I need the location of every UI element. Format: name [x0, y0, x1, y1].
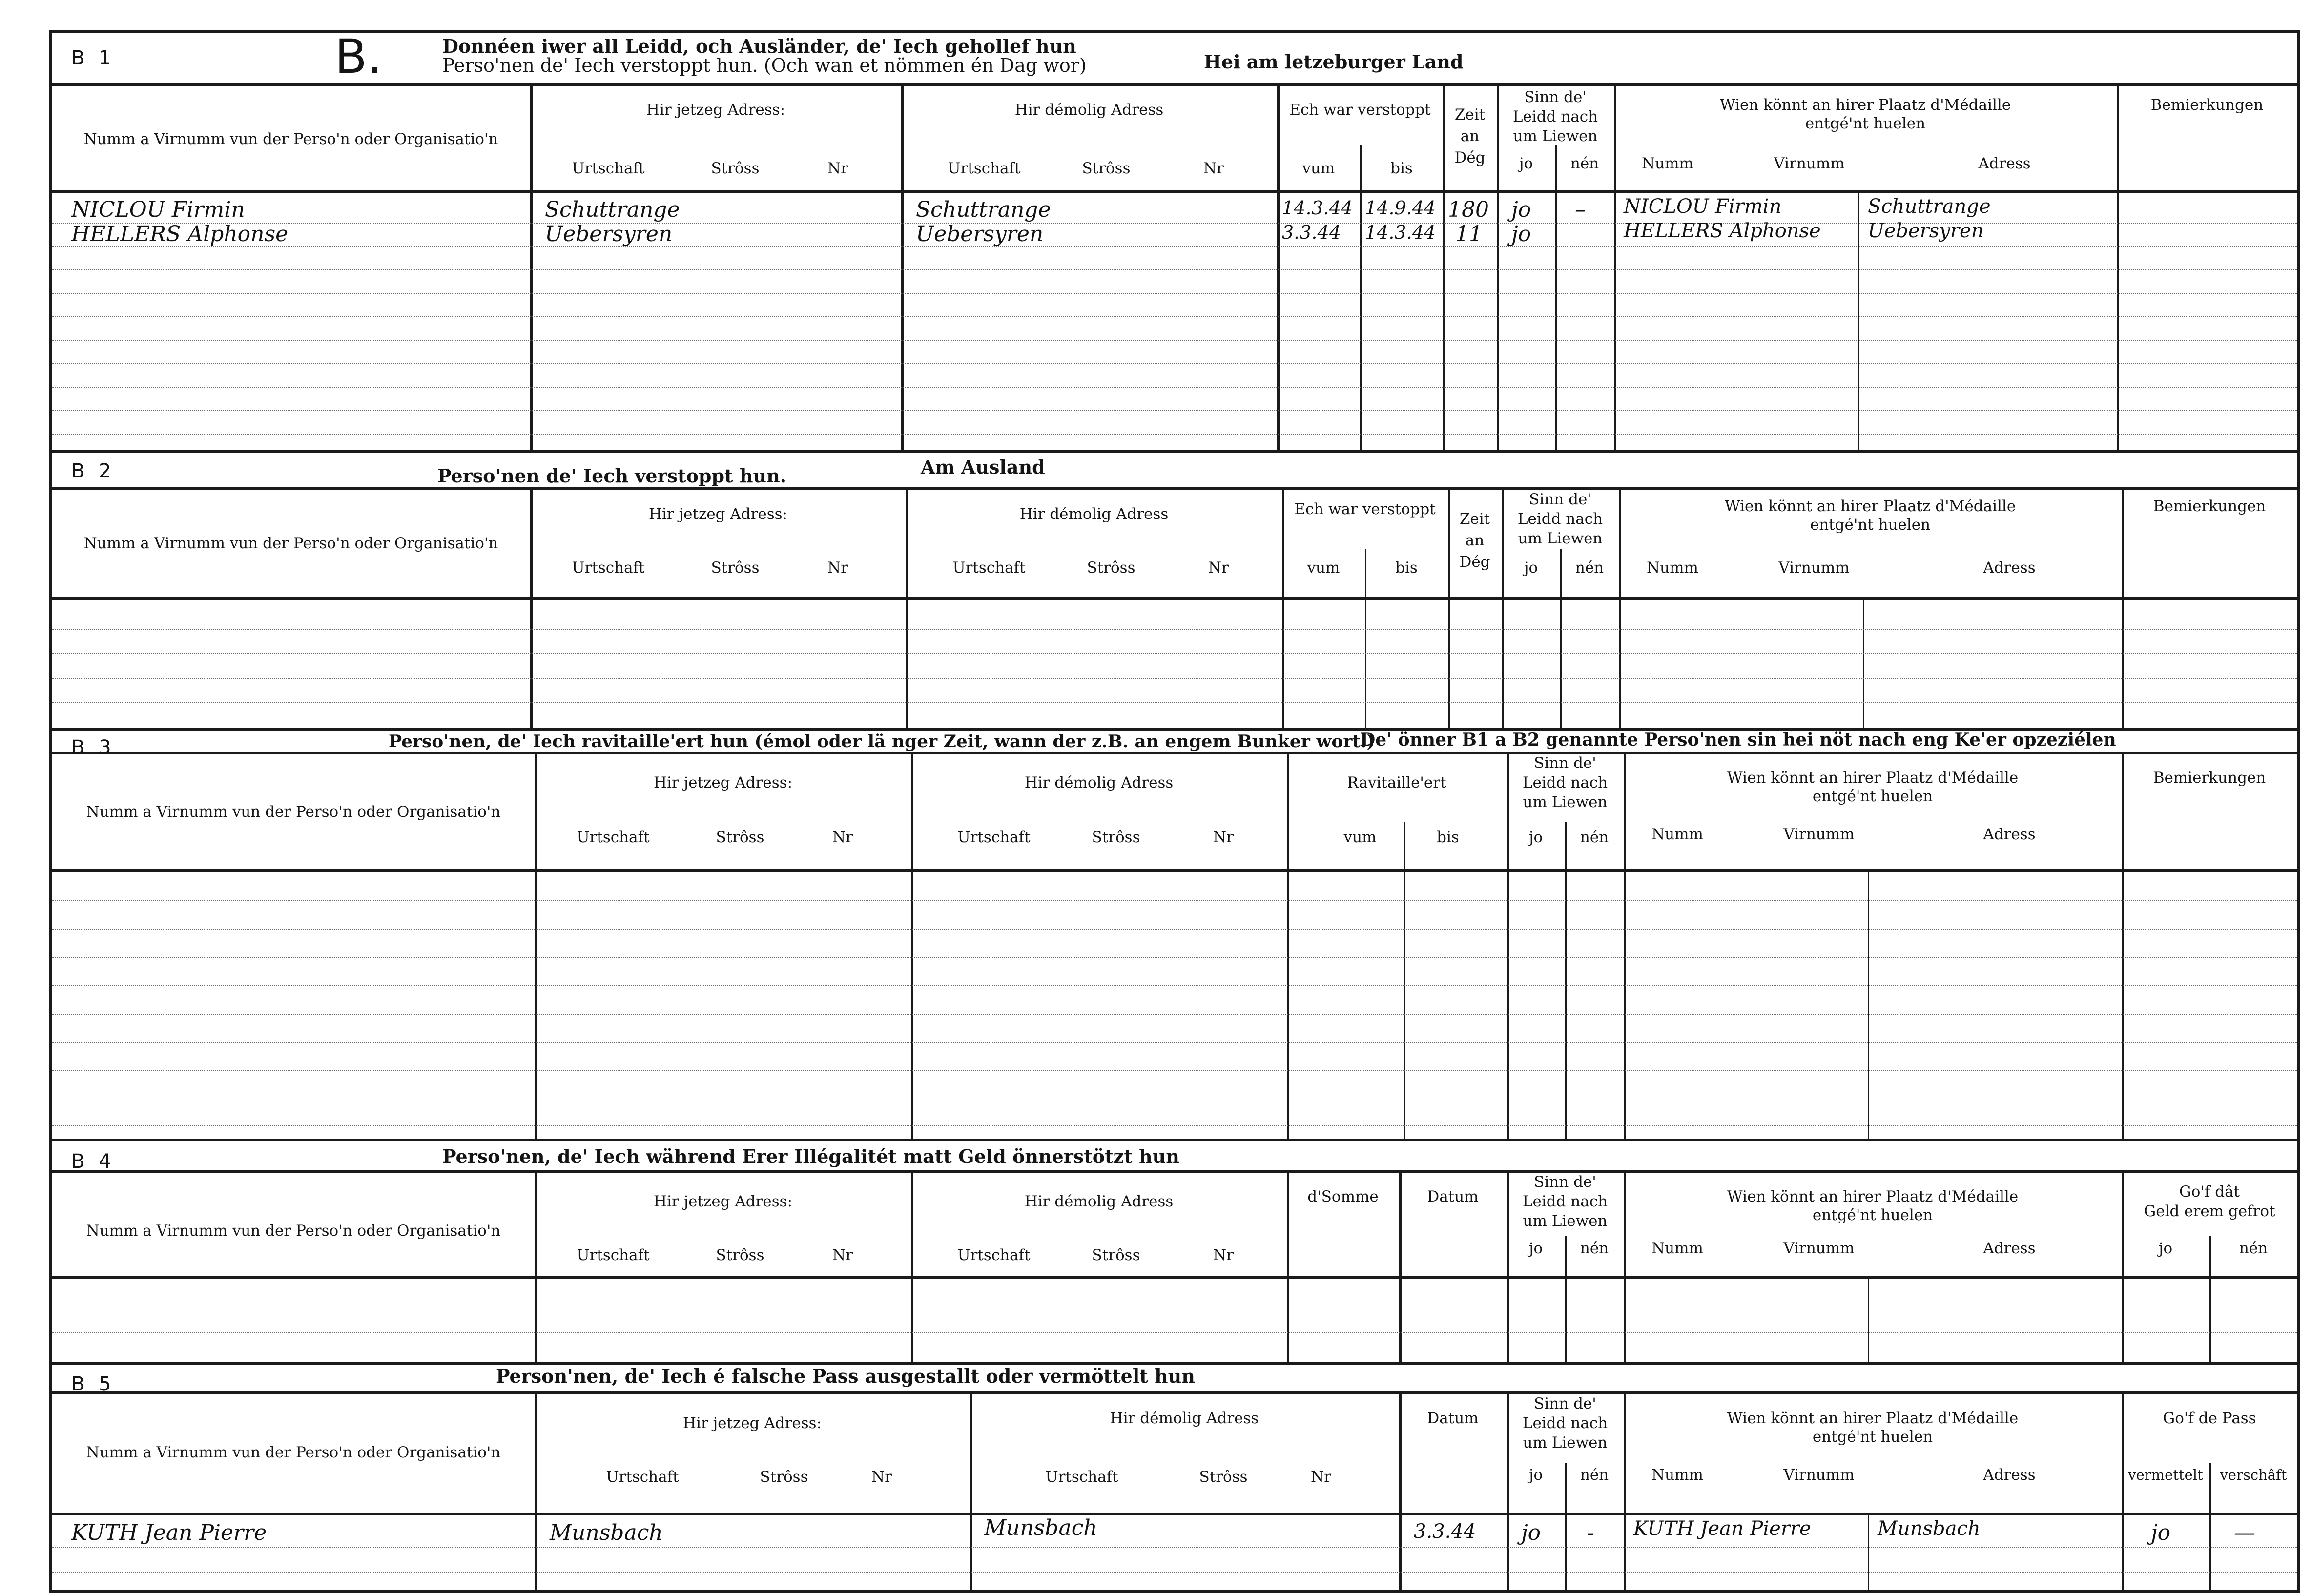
b1-entry-current-town: Schuttrange — [545, 197, 680, 222]
header-jo: jo — [1528, 1466, 1543, 1484]
b5-entry-name: KUTH Jean Pierre — [71, 1520, 267, 1545]
section-b1-header — [52, 86, 2297, 193]
header-former-address: Hir démolig Adress — [1014, 101, 1164, 119]
header-datum: Datum — [1427, 1409, 1479, 1427]
header-stross: Strôss — [1092, 1246, 1140, 1264]
header-danger-line3: um Liewen — [1518, 530, 1603, 547]
section-b3-title: Perso'nen, de' Iech ravitaille'ert hun (émol oder lä nger Zeit, wann der z.B. an engem Bunker wort.) — [389, 731, 1375, 752]
header-virnumm: Virnumm — [1774, 155, 1845, 172]
b5-entry-medal-address: Munsbach — [1878, 1517, 1981, 1540]
section-b4-label: B 4 — [71, 1150, 115, 1173]
header-stross: Strôss — [1082, 160, 1131, 177]
b1-entry-medal-address: Uebersyren — [1868, 220, 1984, 242]
header-remarks: Bemierkungen — [2150, 96, 2264, 114]
header-nr: Nr — [871, 1468, 892, 1486]
header-zeit: Zeit — [1459, 510, 1490, 528]
b1-entry-jo: jo — [1511, 222, 1531, 247]
b1-entry-bis: 14.3.44 — [1365, 222, 1436, 243]
header-urtschaft: Urtschaft — [572, 160, 645, 177]
header-danger-line3: um Liewen — [1523, 793, 1608, 811]
header-verschaft: verschâft — [2220, 1467, 2287, 1483]
header-an: an — [1460, 127, 1480, 145]
header-name: Numm a Virnumm vun der Perso'n oder Organisatio'n — [83, 130, 498, 148]
header-name: Numm a Virnumm vun der Perso'n oder Organisatio'n — [86, 1222, 501, 1240]
header-numm: Numm — [1642, 155, 1693, 172]
header-nen: nén — [2239, 1240, 2268, 1257]
header-remarks: Bemierkungen — [2153, 769, 2266, 787]
header-medal-line2: entgé'nt huelen — [1812, 1206, 1933, 1224]
section-b3-titlebar — [52, 729, 2297, 759]
header-nr: Nr — [1213, 829, 1234, 846]
section-b3-label: B 3 — [71, 736, 115, 759]
header-numm: Numm — [1651, 1240, 1703, 1257]
header-an: an — [1465, 532, 1485, 549]
header-urtschaft: Urtschaft — [957, 1246, 1031, 1264]
section-b1-title-line2: Perso'nen de' Iech verstoppt hun. (Och wan et nömmen én Dag wor) — [442, 55, 1087, 76]
header-nr: Nr — [827, 559, 848, 577]
header-somme: d'Somme — [1307, 1188, 1379, 1205]
header-urtschaft: Urtschaft — [957, 829, 1031, 846]
section-b5-title: Person'nen, de' Iech é falsche Pass ausgestallt oder vermöttelt hun — [496, 1365, 1195, 1387]
header-danger-line2: Leidd nach — [1522, 1414, 1608, 1432]
b1-entry-name: HELLERS Alphonse — [71, 222, 289, 247]
header-name: Numm a Virnumm vun der Perso'n oder Organisatio'n — [86, 803, 501, 821]
header-nr: Nr — [827, 160, 848, 177]
section-b1-title-right: Hei am letzeburger Land — [1204, 51, 1464, 73]
header-former-address: Hir démolig Adress — [1024, 1193, 1174, 1210]
section-b2-header — [52, 490, 2297, 600]
header-medal-line1: Wien könnt an hirer Plaatz d'Médaille — [1719, 96, 2011, 114]
header-adress: Adress — [1983, 826, 2036, 843]
section-b3-header — [52, 754, 2297, 872]
header-jo: jo — [1519, 155, 1533, 172]
header-hidden: Ech war verstoppt — [1294, 500, 1436, 518]
b1-entry-former-town: Uebersyren — [916, 222, 1044, 247]
b1-entry-bis: 14.9.44 — [1365, 197, 1436, 219]
header-current-address: Hir jetzeg Adress: — [648, 505, 788, 523]
header-nr: Nr — [1213, 1246, 1234, 1264]
header-bis: bis — [1437, 829, 1459, 846]
header-name: Numm a Virnumm vun der Perso'n oder Organisatio'n — [86, 1444, 501, 1461]
section-b4-titlebar — [52, 1141, 2297, 1173]
section-b1-titlebar — [52, 29, 2297, 86]
b5-entry-vermettelt: jo — [2151, 1520, 2171, 1545]
b1-entry-days: 11 — [1455, 222, 1483, 247]
header-nr: Nr — [832, 829, 853, 846]
section-b1-label: B 1 — [71, 47, 115, 69]
header-stross: Strôss — [716, 1246, 764, 1264]
header-stross: Strôss — [711, 160, 760, 177]
header-urtschaft: Urtschaft — [606, 1468, 679, 1486]
header-nr: Nr — [1203, 160, 1224, 177]
header-numm: Numm — [1651, 826, 1703, 843]
header-jo: jo — [1528, 829, 1543, 846]
section-b4-rows — [52, 1279, 2297, 1362]
header-danger-line3: um Liewen — [1513, 127, 1598, 145]
header-medal-line1: Wien könnt an hirer Plaatz d'Médaille — [1724, 497, 2016, 515]
b5-entry-current-town: Munsbach — [550, 1520, 663, 1545]
header-datum: Datum — [1427, 1188, 1479, 1205]
section-letter: B. — [335, 29, 382, 84]
header-former-address: Hir démolig Adress — [1019, 505, 1169, 523]
header-current-address: Hir jetzeg Adress: — [646, 101, 785, 119]
header-stross: Strôss — [716, 829, 764, 846]
header-jo: jo — [1528, 1240, 1543, 1257]
section-b5-titlebar — [52, 1365, 2297, 1394]
b1-entry-days: 180 — [1448, 197, 1489, 222]
header-former-address: Hir démolig Adress — [1024, 774, 1174, 791]
header-jo: jo — [1524, 559, 1538, 577]
header-virnumm: Virnumm — [1783, 826, 1855, 843]
section-b5-header — [52, 1394, 2297, 1515]
header-pass: Go'f de Pass — [2163, 1409, 2256, 1427]
resistance-form — [49, 30, 2300, 1593]
header-danger-line3: um Liewen — [1523, 1212, 1608, 1230]
section-b1-rows — [52, 193, 2297, 450]
header-current-address: Hir jetzeg Adress: — [653, 774, 793, 791]
section-b3-rows — [52, 872, 2297, 1139]
header-nen: nén — [1575, 559, 1604, 577]
header-numm: Numm — [1647, 559, 1698, 577]
header-urtschaft: Urtschaft — [1045, 1468, 1118, 1486]
header-bis: bis — [1390, 160, 1413, 177]
b1-entry-vum: 3.3.44 — [1282, 222, 1341, 243]
header-danger-line2: Leidd nach — [1512, 108, 1598, 125]
b1-entry-current-town: Uebersyren — [545, 222, 673, 247]
header-virnumm: Virnumm — [1783, 1240, 1855, 1257]
header-urtschaft: Urtschaft — [948, 160, 1021, 177]
b1-entry-medal-address: Schuttrange — [1868, 195, 1991, 218]
header-name: Numm a Virnumm vun der Perso'n oder Organisatio'n — [83, 535, 498, 552]
header-ravitailleert: Ravitaille'ert — [1347, 774, 1446, 791]
header-urtschaft: Urtschaft — [952, 559, 1026, 577]
header-stross: Strôss — [711, 559, 760, 577]
section-b5-label: B 5 — [71, 1373, 115, 1395]
b1-entry-name: NICLOU Firmin — [71, 197, 245, 222]
header-danger-line1: Sinn de' — [1534, 1173, 1596, 1191]
header-adress: Adress — [1983, 559, 2036, 577]
section-b2-titlebar — [52, 453, 2297, 490]
section-b3-title-right: De' önner B1 a B2 genannte Perso'nen sin hei nöt nach eng Ke'er opzeziélen — [1360, 729, 2116, 750]
header-virnumm: Virnumm — [1778, 559, 1850, 577]
b1-entry-former-town: Schuttrange — [916, 197, 1051, 222]
header-adress: Adress — [1978, 155, 2031, 172]
header-stross: Strôss — [760, 1468, 808, 1486]
section-b1-title-line1: Donnéen iwer all Leidd, och Ausländer, de' Iech gehollef hun — [442, 35, 1076, 57]
header-remarks: Bemierkungen — [2153, 497, 2266, 515]
header-gift-line1: Go'f dât — [2179, 1183, 2240, 1201]
header-current-address: Hir jetzeg Adress: — [682, 1414, 822, 1432]
section-b4 — [52, 1139, 2297, 1362]
b1-entry-nen: – — [1575, 197, 1586, 222]
header-jo: jo — [2158, 1240, 2173, 1257]
header-stross: Strôss — [1087, 559, 1135, 577]
header-danger-line1: Sinn de' — [1534, 1395, 1596, 1412]
header-nen: nén — [1580, 829, 1609, 846]
section-b2-title-right: Am Ausland — [921, 456, 1045, 478]
section-b3 — [52, 728, 2297, 1139]
header-bis: bis — [1395, 559, 1418, 577]
section-b2 — [52, 450, 2297, 728]
b5-entry-verschaft: — — [2234, 1520, 2255, 1545]
header-urtschaft: Urtschaft — [572, 559, 645, 577]
b1-entry-vum: 14.3.44 — [1282, 197, 1353, 219]
header-medal-line1: Wien könnt an hirer Plaatz d'Médaille — [1727, 769, 2019, 787]
header-hidden: Ech war verstoppt — [1289, 101, 1431, 119]
header-medal-line2: entgé'nt huelen — [1812, 1428, 1933, 1446]
b5-entry-datum: 3.3.44 — [1414, 1520, 1476, 1543]
b5-entry-medal-name: KUTH Jean Pierre — [1633, 1517, 1811, 1540]
header-zeit: Zeit — [1454, 106, 1486, 124]
header-medal-line2: entgé'nt huelen — [1810, 516, 1931, 534]
section-b2-title: Perso'nen de' Iech verstoppt hun. — [437, 465, 786, 487]
header-stross: Strôss — [1199, 1468, 1248, 1486]
b5-entry-former-town: Munsbach — [984, 1515, 1097, 1540]
header-vum: vum — [1307, 559, 1340, 577]
header-danger-line1: Sinn de' — [1529, 491, 1591, 508]
header-medal-line2: entgé'nt huelen — [1805, 115, 1926, 132]
header-vum: vum — [1302, 160, 1335, 177]
b5-entry-jo: jo — [1521, 1520, 1541, 1545]
header-nen: nén — [1570, 155, 1599, 172]
header-danger-line1: Sinn de' — [1524, 88, 1587, 106]
header-current-address: Hir jetzeg Adress: — [653, 1193, 793, 1210]
b5-entry-nen: - — [1587, 1520, 1594, 1545]
section-b1 — [52, 30, 2297, 450]
header-deg: Dég — [1454, 149, 1486, 166]
header-gift-line2: Geld erem gefrot — [2144, 1202, 2275, 1220]
header-nen: nén — [1580, 1240, 1609, 1257]
b1-entry-jo: jo — [1511, 197, 1531, 222]
header-nen: nén — [1580, 1466, 1609, 1484]
header-adress: Adress — [1983, 1466, 2036, 1484]
header-danger-line2: Leidd nach — [1517, 510, 1603, 528]
header-urtschaft: Urtschaft — [577, 829, 650, 846]
b1-entry-medal-name: HELLERS Alphonse — [1624, 220, 1821, 242]
header-virnumm: Virnumm — [1783, 1466, 1855, 1484]
section-b4-title: Perso'nen, de' Iech während Erer Illégalitét matt Geld önnerstötzt hun — [442, 1145, 1179, 1167]
header-danger-line3: um Liewen — [1523, 1434, 1608, 1451]
section-b5 — [52, 1362, 2297, 1593]
header-former-address: Hir démolig Adress — [1110, 1409, 1259, 1427]
header-medal-line1: Wien könnt an hirer Plaatz d'Médaille — [1727, 1188, 2019, 1205]
section-b2-rows — [52, 600, 2297, 728]
b1-entry-medal-name: NICLOU Firmin — [1624, 195, 1782, 218]
header-nr: Nr — [832, 1246, 853, 1264]
header-danger-line2: Leidd nach — [1522, 1193, 1608, 1210]
section-b2-label: B 2 — [71, 460, 115, 482]
section-b4-header — [52, 1173, 2297, 1279]
header-danger-line1: Sinn de' — [1534, 754, 1596, 772]
header-vum: vum — [1343, 829, 1377, 846]
header-medal-line1: Wien könnt an hirer Plaatz d'Médaille — [1727, 1409, 2019, 1427]
header-adress: Adress — [1983, 1240, 2036, 1257]
header-nr: Nr — [1208, 559, 1229, 577]
header-medal-line2: entgé'nt huelen — [1812, 788, 1933, 805]
header-danger-line2: Leidd nach — [1522, 774, 1608, 791]
header-numm: Numm — [1651, 1466, 1703, 1484]
header-deg: Dég — [1459, 553, 1490, 571]
header-vermettelt: vermettelt — [2128, 1467, 2203, 1483]
header-nr: Nr — [1311, 1468, 1331, 1486]
header-urtschaft: Urtschaft — [577, 1246, 650, 1264]
section-b5-rows — [52, 1515, 2297, 1593]
header-stross: Strôss — [1092, 829, 1140, 846]
